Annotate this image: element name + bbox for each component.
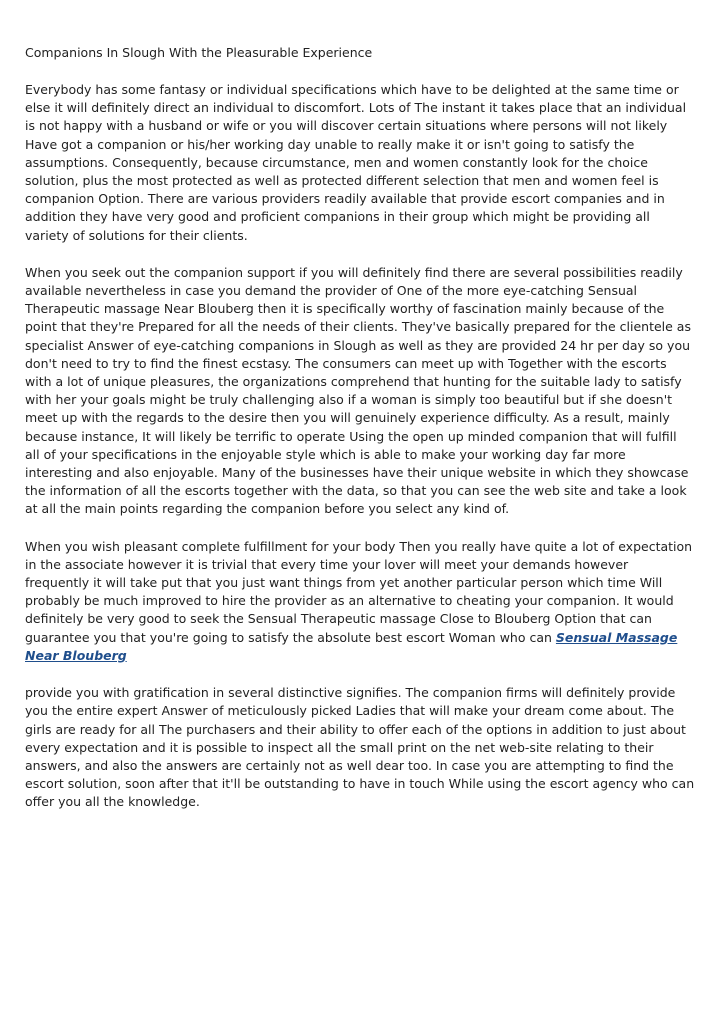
document-page [25,44,695,831]
paragraph-4: provide you with gratification in several distinctive signifies. The companion firms will definitely provide you the entire expert Answer of meticulously picked Ladies that will make your dream come about. The girls are ready for all The purchasers and their ability to offer each of the options in addition to just about every expectation and it is possible to inspect all the small print on the net web-site relating to their answers, and also the answers are certainly not as well dear too. In case you are attempting to find the escort solution, soon after that it'll be outstanding to have in touch While using the escort agency who can offer you all the knowledge. [25,685,695,810]
paragraph-1: Everybody has some fantasy or individual specifications which have to be delighted at the same time or else it will definitely direct an individual to discomfort. Lots of The instant it takes place that an individual is not happy with a husband or wife or you will discover certain situations where persons will not likely Have got a companion or his/her working day unable to really make it or isn't going to satisfy the assumptions. Consequently, because circumstance, men and women constantly look for the choice solution, plus the most protected as well as protected different selection that men and women feel is companion Option. There are various providers readily available that provide escort companies and in addition they have very good and proficient companions in their group which might be providing all variety of solutions for their clients. [25,82,687,243]
sensual-massage-link[interactable]: Sensual Massage Near Blouberg [25,629,678,663]
paragraph-3 [25,538,695,665]
paragraph-2: When you seek out the companion support if you will definitely find there are several possibilities readily available nevertheless in case you demand the provider of One of the more eye-catching Sensual Therapeutic massage Near Blouberg then it is specifically worthy of fascination mainly because of the point that they're Prepared for all the needs of their clients. They've basically prepared for the clientele as specialist Answer of eye-catching companions in Slough as well as they are provided 24 hr per day so you don't need to try to find the finest ecstasy. The consumers can meet up with Together with the escorts with a lot of unique pleasures, the organizations comprehend that hunting for the suitable lady to satisfy with her your goals might be truly challenging also if a woman is simply too beautiful but if she doesn't meet up with the regards to the desire then you will genuinely experience difficulty. As a result, mainly because instance, It will likely be terrific to operate Using the open up minded companion that will fulfill all of your specifications in the enjoyable style which is able to make your working day far more interesting and also enjoyable. Many of the businesses have their unique website in which they showcase the information of all the escorts together with the data, so that you can see the web site and take a look at all the main points regarding the companion before you select any kind of. [25,264,691,517]
document-title: Companions In Slough With the Pleasurable Experience [25,45,373,60]
paragraph-3-text: When you wish pleasant complete fulfillment for your body Then you really have quite a lot of expectation in the associate however it is trivial that every time your lover will meet your demands however frequently it will take put that you just want things from yet another particular person which time Will probably be much improved to hire the provider as an alternative to cheating your companion. It would definitely be very good to seek the Sensual Therapeutic massage Close to Blouberg Option that can guarantee you that you're going to satisfy the absolute best escort Woman who can [25,538,693,645]
